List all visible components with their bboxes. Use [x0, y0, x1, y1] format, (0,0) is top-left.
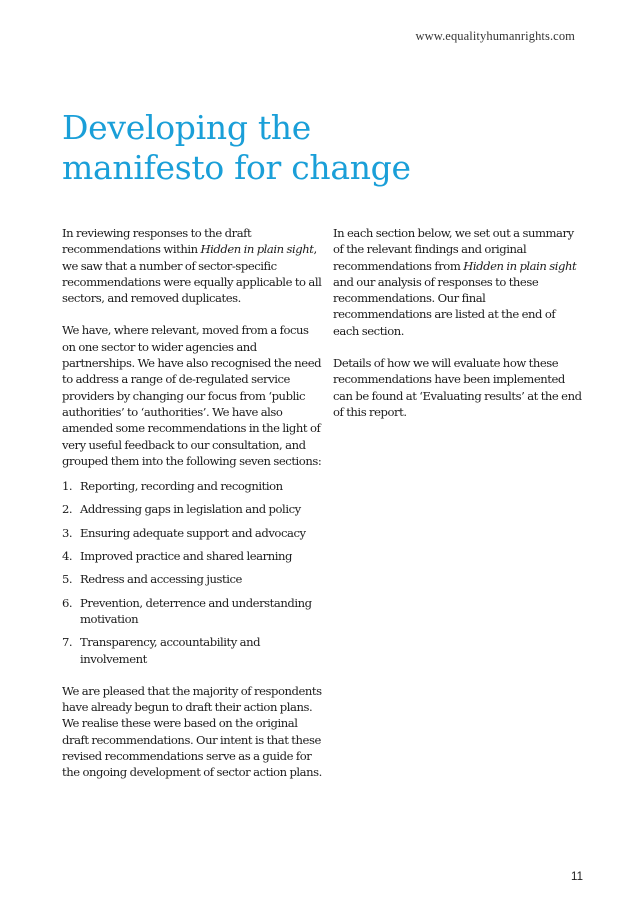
section-text: Prevention, deterrence and understanding motivation	[80, 595, 312, 626]
section-number: 6.	[62, 595, 73, 610]
left-column	[62, 225, 324, 797]
section-number: 4.	[62, 549, 73, 564]
section-number: 5.	[62, 572, 73, 587]
section-number: 7.	[62, 635, 73, 650]
section-item-4	[62, 548, 324, 564]
section-item-3	[62, 525, 324, 541]
section-text: Redress and accessing justice	[80, 572, 242, 587]
site-url[interactable]: www.equalityhumanrights.com	[415, 29, 575, 43]
left-paragraph-2: We have, where relevant, moved from a focus on one sector to wider agencies and partnerships. We have also recognised the need to address a range of de-regulated service providers by changing our focus from ‘public authorities’ to ‘authorities’. We have also amended some recommendations in the light of very useful feedback to our consultation, and grouped them into the following seven sections:	[62, 323, 322, 468]
section-number: 3.	[62, 525, 73, 540]
section-text: Improved practice and shared learning	[80, 549, 292, 564]
right-paragraph-1-tail: and our analysis of responses to these recommendations. Our final recommendations are listed at the end of each section.	[333, 274, 556, 338]
section-number: 1.	[62, 479, 73, 494]
page-title	[62, 108, 411, 188]
section-text: Ensuring adequate support and advocacy	[80, 525, 306, 540]
section-item-6	[62, 595, 324, 628]
right-paragraph-2: Details of how we will evaluate how these recommendations have been implemented can be found at ‘Evaluating results’ at the end of this report.	[333, 356, 582, 419]
left-paragraph-1-lead: In reviewing responses to the draft recommendations within	[62, 226, 252, 257]
section-text: Addressing gaps in legislation and policy	[80, 502, 301, 517]
section-item-2	[62, 501, 324, 517]
page-number: 11	[571, 871, 583, 883]
section-item-1	[62, 478, 324, 494]
page-title-line-2: manifesto for change	[62, 148, 411, 187]
section-number: 2.	[62, 502, 73, 517]
publication-title: Hidden in plain sight	[200, 242, 314, 257]
section-text: Transparency, accountability and involvement	[80, 635, 261, 666]
section-item-5	[62, 571, 324, 587]
left-paragraph-1	[62, 225, 324, 306]
right-paragraph-1-lead: In each section below, we set out a summary of the relevant findings and original recommendations from	[333, 226, 574, 273]
publication-title: Hidden in plain sight	[463, 258, 577, 273]
page-title-line-1: Developing the	[62, 108, 311, 147]
left-paragraph-3: We are pleased that the majority of respondents have already begun to draft their action plans. We realise these were based on the original draft recommendations. Our intent is that these revised recommendations serve as a guide for the ongoing development of sector action plans.	[62, 683, 322, 780]
section-item-7	[62, 634, 324, 667]
right-column	[333, 225, 583, 436]
left-paragraph-1-tail: , we saw that a number of sector-specific recommendations were equally applicable to all sectors, and removed duplicates.	[62, 242, 322, 306]
sections-list	[62, 478, 324, 667]
section-text: Reporting, recording and recognition	[80, 479, 283, 494]
right-paragraph-1	[333, 225, 583, 339]
